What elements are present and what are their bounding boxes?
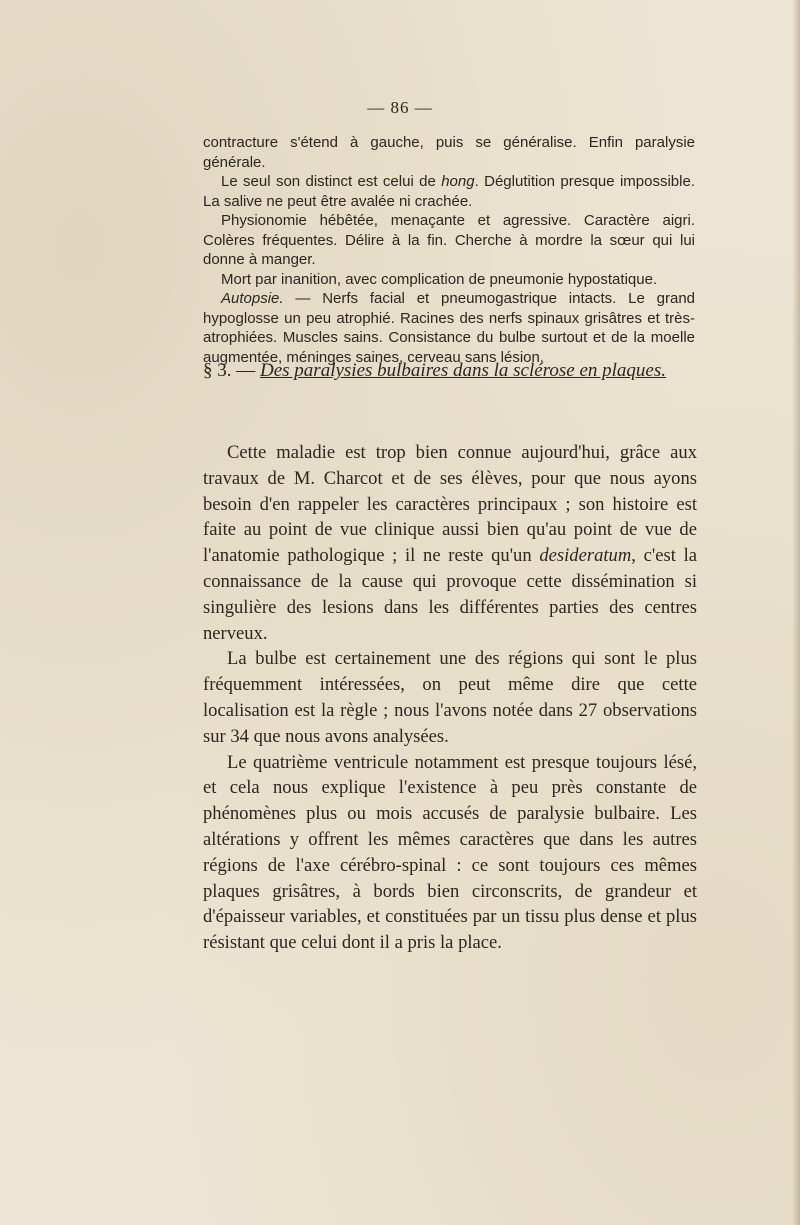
body-paragraph: Le quatrième ventricule notamment est presque toujours lésé, et cela nous explique l'existence à peu près constante de phénomènes plus ou mois accusés de paralysie bulbaire. Les altérations y offrent les mêmes caractères que dans les autres régions de l'axe cérébro-spinal : ce sont toujours ces mêmes plaques grisâtres, à bords bien circonscrits, de grandeur et d'épaisseur variables, et constituées par un tissu plus dense et plus résistant que celui dont il a pris la place.: [203, 751, 697, 954]
page-edge-shadow: [792, 0, 800, 1225]
body-paragraph: La bulbe est certainement une des régions qui sont le plus fréquemment intéressées, on peut même dire que cette localisation est la règle ; nous l'avons notée dans 27 observations sur 34 que nous avons analysées.: [203, 648, 697, 747]
page-number: — 86 —: [367, 98, 433, 117]
case-paragraph: Mort par inanition, avec complication de pneumonie hypostatique.: [221, 270, 658, 288]
section-heading: [203, 360, 695, 382]
case-notes: [203, 133, 695, 367]
body-paragraph: Cette maladie est trop bien connue aujourd'hui, grâce aux travaux de M. Charcot et de ses élèves, pour que nous ayons besoin d'en rappeler les caractères principaux ; son histoire est faite au point de vue clinique aussi bien qu'au point de vue de l'anatomie pathologique ; il ne reste qu'un desideratum, c'est la connaissance de la cause qui provoque cette dissémination si singulière des lesions dans les différentes parties des centres nerveux.: [203, 442, 698, 644]
italic-term: hong: [441, 173, 475, 190]
case-paragraph: Le seul son distinct est celui de hong. Déglutition presque impossible. La salive ne peut être avalée ni crachée.: [203, 173, 695, 210]
section-number: § 3. —: [203, 360, 260, 381]
body-text: [203, 440, 697, 956]
section-title: Des paralysies bulbaires dans la sclérose en plaques.: [260, 360, 666, 381]
case-paragraph: contracture s'étend à gauche, puis se généralise. Enfin paralysie générale.: [203, 134, 695, 171]
case-paragraph: Physionomie hébêtée, menaçante et agressive. Caractère aigri. Colères fréquentes. Délire à la fin. Cherche à mordre la sœur qui lui donne à manger.: [203, 212, 695, 268]
autopsy-paragraph: Autopsie. — Nerfs facial et pneumogastrique intacts. Le grand hypoglosse un peu atrophié. Racines des nerfs spinaux grisâtres et très-atrophiées. Muscles sains. Consistance du bulbe surtout et de la moelle augmentée, méninges saines, cerveau sans lésion.: [203, 290, 695, 366]
autopsy-label: Autopsie.: [221, 290, 284, 307]
italic-term: desideratum: [539, 545, 632, 567]
